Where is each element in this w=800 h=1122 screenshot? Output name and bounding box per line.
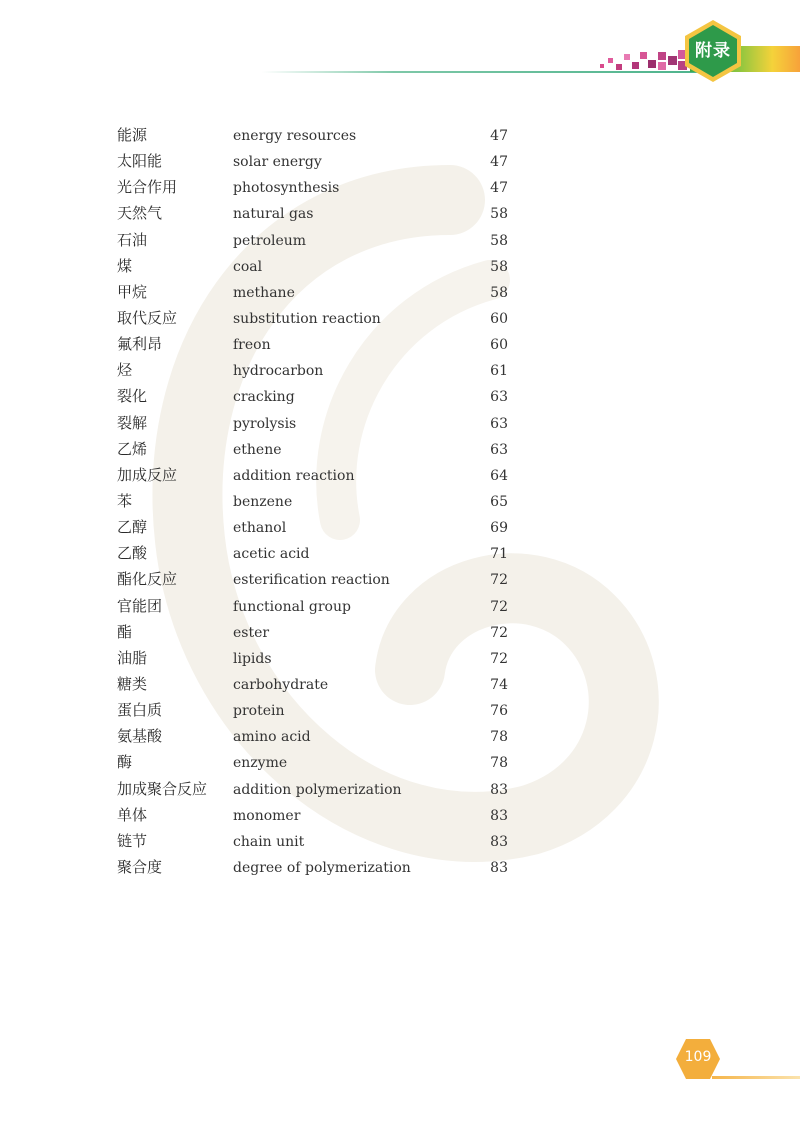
term-chinese: 氨基酸 bbox=[117, 727, 163, 746]
term-english: ethene bbox=[233, 441, 282, 458]
term-chinese: 酯化反应 bbox=[117, 570, 178, 589]
list-item bbox=[0, 646, 800, 672]
term-english: methane bbox=[233, 284, 295, 301]
list-item bbox=[0, 594, 800, 620]
term-page: 63 bbox=[490, 441, 508, 458]
term-page: 72 bbox=[490, 650, 508, 667]
term-chinese: 酯 bbox=[117, 622, 133, 641]
term-english: energy resources bbox=[233, 128, 357, 144]
term-chinese: 氟利昂 bbox=[117, 335, 163, 354]
term-english: degree of polymerization bbox=[233, 859, 411, 876]
term-chinese: 煤 bbox=[117, 256, 133, 275]
term-page: 47 bbox=[490, 154, 508, 171]
term-chinese: 加成聚合反应 bbox=[117, 779, 208, 798]
term-chinese: 烃 bbox=[117, 361, 133, 380]
term-english: natural gas bbox=[233, 206, 314, 223]
term-chinese: 单体 bbox=[117, 805, 148, 824]
term-page: 78 bbox=[490, 755, 508, 772]
list-item bbox=[0, 463, 800, 489]
term-page: 83 bbox=[490, 781, 508, 798]
list-item bbox=[0, 358, 800, 384]
term-chinese: 聚合度 bbox=[117, 857, 163, 876]
term-chinese: 乙酸 bbox=[117, 544, 148, 563]
term-page: 72 bbox=[490, 624, 508, 641]
list-item bbox=[0, 149, 800, 175]
term-chinese: 乙醇 bbox=[117, 518, 148, 537]
list-item bbox=[0, 123, 800, 149]
list-item bbox=[0, 724, 800, 750]
term-english: amino acid bbox=[233, 729, 311, 746]
term-chinese: 裂化 bbox=[117, 387, 148, 406]
pixel-decoration bbox=[598, 48, 688, 74]
term-chinese: 能源 bbox=[117, 126, 148, 144]
term-page: 63 bbox=[490, 389, 508, 406]
list-item bbox=[0, 803, 800, 829]
term-chinese: 取代反应 bbox=[117, 308, 178, 327]
list-item bbox=[0, 306, 800, 332]
term-page: 47 bbox=[490, 128, 508, 144]
list-item bbox=[0, 411, 800, 437]
term-page: 65 bbox=[490, 493, 508, 510]
list-item bbox=[0, 672, 800, 698]
term-page: 71 bbox=[490, 546, 508, 563]
term-page: 58 bbox=[490, 232, 508, 249]
term-page: 64 bbox=[490, 467, 508, 484]
term-english: photosynthesis bbox=[233, 180, 340, 197]
list-item bbox=[0, 437, 800, 463]
list-item bbox=[0, 280, 800, 306]
term-chinese: 天然气 bbox=[117, 204, 163, 223]
term-english: ethanol bbox=[233, 520, 287, 537]
term-page: 63 bbox=[490, 415, 508, 432]
list-item bbox=[0, 515, 800, 541]
term-english: enzyme bbox=[233, 755, 288, 772]
term-chinese: 乙烯 bbox=[117, 439, 148, 458]
list-item bbox=[0, 620, 800, 646]
glossary-list bbox=[0, 123, 800, 881]
term-chinese: 光合作用 bbox=[117, 178, 178, 197]
list-item bbox=[0, 254, 800, 280]
list-item bbox=[0, 567, 800, 593]
page-number: 109 bbox=[684, 1049, 712, 1065]
list-item bbox=[0, 777, 800, 803]
term-english: hydrocarbon bbox=[233, 363, 324, 380]
list-item bbox=[0, 541, 800, 567]
term-english: solar energy bbox=[233, 154, 322, 171]
term-page: 78 bbox=[490, 729, 508, 746]
term-english: petroleum bbox=[233, 232, 307, 249]
list-item bbox=[0, 332, 800, 358]
list-item bbox=[0, 201, 800, 227]
term-page: 58 bbox=[490, 258, 508, 275]
list-item bbox=[0, 698, 800, 724]
term-english: coal bbox=[233, 258, 263, 275]
term-page: 58 bbox=[490, 206, 508, 223]
term-chinese: 加成反应 bbox=[117, 465, 178, 484]
term-english: functional group bbox=[233, 598, 351, 615]
list-item bbox=[0, 228, 800, 254]
term-english: ester bbox=[233, 624, 270, 641]
term-english: addition polymerization bbox=[233, 781, 402, 798]
term-chinese: 官能团 bbox=[117, 596, 163, 615]
term-english: addition reaction bbox=[233, 467, 355, 484]
term-chinese: 石油 bbox=[117, 230, 148, 249]
term-english: chain unit bbox=[233, 833, 305, 850]
section-label: 附录 bbox=[695, 41, 731, 61]
term-chinese: 甲烷 bbox=[117, 282, 148, 301]
term-english: substitution reaction bbox=[233, 310, 381, 327]
list-item bbox=[0, 750, 800, 776]
list-item bbox=[0, 829, 800, 855]
term-page: 83 bbox=[490, 807, 508, 824]
term-english: acetic acid bbox=[233, 546, 310, 563]
list-item bbox=[0, 489, 800, 515]
term-english: monomer bbox=[233, 807, 301, 824]
term-english: esterification reaction bbox=[233, 572, 390, 589]
term-chinese: 裂解 bbox=[117, 413, 148, 432]
term-chinese: 蛋白质 bbox=[117, 701, 163, 720]
term-page: 83 bbox=[490, 859, 508, 876]
footer-rule bbox=[712, 1076, 800, 1079]
term-page: 58 bbox=[490, 284, 508, 301]
term-english: cracking bbox=[233, 389, 295, 406]
term-page: 61 bbox=[490, 363, 508, 380]
term-english: benzene bbox=[233, 493, 293, 510]
term-english: pyrolysis bbox=[233, 415, 297, 432]
term-english: protein bbox=[233, 703, 285, 720]
term-chinese: 太阳能 bbox=[117, 152, 163, 171]
term-chinese: 苯 bbox=[117, 491, 133, 510]
term-page: 76 bbox=[490, 703, 508, 720]
term-page: 60 bbox=[490, 310, 508, 327]
term-page: 69 bbox=[490, 520, 508, 537]
term-page: 60 bbox=[490, 337, 508, 354]
term-page: 72 bbox=[490, 598, 508, 615]
term-english: freon bbox=[233, 337, 271, 354]
term-chinese: 酶 bbox=[117, 753, 133, 772]
term-page: 83 bbox=[490, 833, 508, 850]
list-item bbox=[0, 384, 800, 410]
term-chinese: 油脂 bbox=[117, 648, 148, 667]
term-chinese: 糖类 bbox=[117, 674, 148, 693]
term-page: 47 bbox=[490, 180, 508, 197]
list-item bbox=[0, 855, 800, 881]
term-page: 72 bbox=[490, 572, 508, 589]
term-page: 74 bbox=[490, 676, 508, 693]
term-english: carbohydrate bbox=[233, 676, 329, 693]
term-english: lipids bbox=[233, 650, 272, 667]
term-chinese: 链节 bbox=[117, 831, 148, 850]
list-item bbox=[0, 175, 800, 201]
